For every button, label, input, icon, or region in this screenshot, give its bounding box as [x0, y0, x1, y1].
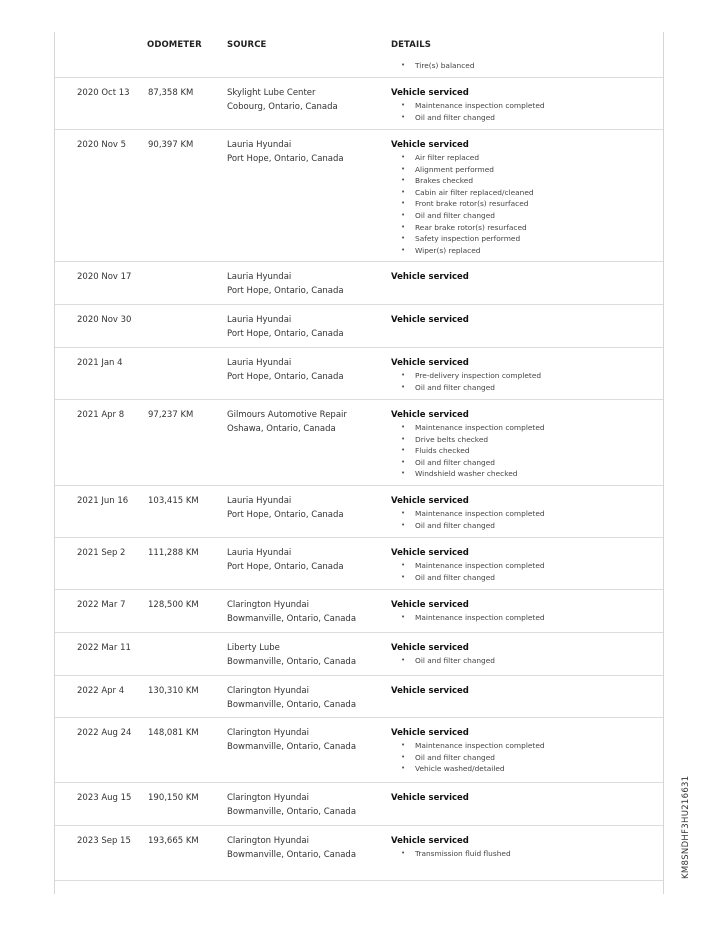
source-location: Bowmanville, Ontario, Canada: [227, 807, 357, 817]
source-location: Port Hope, Ontario, Canada: [227, 329, 344, 339]
service-date: 2023 Sep 15: [77, 836, 131, 846]
table-row: [55, 485, 663, 538]
detail-list: [391, 100, 659, 123]
detail-item: • Drive belts checked: [391, 434, 659, 446]
service-date: 2022 Mar 11: [77, 643, 131, 653]
source-name: Lauria Hyundai: [227, 496, 292, 506]
detail-item: • Cabin air filter replaced/cleaned: [391, 187, 659, 199]
detail-list: [391, 655, 659, 667]
source-name: Lauria Hyundai: [227, 140, 292, 150]
service-details: [391, 641, 659, 667]
source-name: Clarington Hyundai: [227, 793, 309, 803]
odometer-value: 87,358 KM: [148, 88, 194, 98]
vin-label: KM8SNDHF3HU216631: [681, 775, 691, 879]
odometer-value: 97,237 KM: [148, 410, 194, 420]
odometer-value: 190,150 KM: [148, 793, 199, 803]
source-name: Clarington Hyundai: [227, 600, 309, 610]
service-history-table: [54, 32, 664, 894]
service-details: [391, 356, 659, 393]
detail-title: Vehicle serviced: [391, 548, 469, 558]
source-location: Bowmanville, Ontario, Canada: [227, 742, 357, 752]
carryover-details: [391, 60, 659, 72]
service-date: 2021 Jan 4: [77, 358, 123, 368]
service-source: [227, 834, 387, 862]
odometer-value: 111,288 KM: [148, 548, 199, 558]
table-row: [55, 347, 663, 400]
service-source: [227, 641, 387, 669]
source-location: Bowmanville, Ontario, Canada: [227, 850, 357, 860]
source-name: Lauria Hyundai: [227, 548, 292, 558]
service-source: [227, 270, 387, 298]
service-source: [227, 726, 387, 754]
detail-item: • Oil and filter changed: [391, 655, 659, 667]
service-date: 2020 Nov 17: [77, 272, 132, 282]
table-row: [55, 537, 663, 590]
service-details: [391, 313, 659, 327]
detail-item: • Maintenance inspection completed: [391, 612, 659, 624]
service-details: [391, 494, 659, 531]
source-column-header: SOURCE: [227, 40, 267, 50]
table-row: [55, 782, 663, 826]
table-header: [55, 32, 663, 60]
service-details: [391, 546, 659, 583]
service-details: [391, 138, 659, 256]
table-row: [55, 399, 663, 486]
source-name: Lauria Hyundai: [227, 272, 292, 282]
service-date: 2021 Jun 16: [77, 496, 129, 506]
detail-item: • Air filter replaced: [391, 152, 659, 164]
service-source: [227, 313, 387, 341]
table-row: [55, 129, 663, 262]
service-source: [227, 356, 387, 384]
odometer-value: 90,397 KM: [148, 140, 194, 150]
service-details: [391, 86, 659, 123]
detail-item: • Maintenance inspection completed: [391, 100, 659, 112]
source-name: Gilmours Automotive Repair: [227, 410, 347, 420]
odometer-value: 128,500 KM: [148, 600, 199, 610]
source-location: Port Hope, Ontario, Canada: [227, 510, 344, 520]
detail-title: Vehicle serviced: [391, 410, 469, 420]
service-date: 2020 Oct 13: [77, 88, 130, 98]
odometer-value: 103,415 KM: [148, 496, 199, 506]
odometer-value: 130,310 KM: [148, 686, 199, 696]
detail-item: • Safety inspection performed: [391, 233, 659, 245]
detail-list: [391, 152, 659, 256]
source-name: Skylight Lube Center: [227, 88, 316, 98]
service-date: 2022 Apr 4: [77, 686, 125, 696]
source-location: Oshawa, Ontario, Canada: [227, 424, 336, 434]
detail-item: • Windshield washer checked: [391, 468, 659, 480]
odometer-value: 193,665 KM: [148, 836, 199, 846]
source-location: Port Hope, Ontario, Canada: [227, 372, 344, 382]
service-date: 2021 Sep 2: [77, 548, 126, 558]
service-date: 2023 Aug 15: [77, 793, 132, 803]
source-location: Port Hope, Ontario, Canada: [227, 562, 344, 572]
source-location: Bowmanville, Ontario, Canada: [227, 700, 357, 710]
service-details: [391, 684, 659, 698]
detail-item: • Oil and filter changed: [391, 210, 659, 222]
detail-item: • Maintenance inspection completed: [391, 508, 659, 520]
source-location: Port Hope, Ontario, Canada: [227, 154, 344, 164]
detail-item: • Maintenance inspection completed: [391, 740, 659, 752]
table-row: [55, 261, 663, 305]
source-location: Port Hope, Ontario, Canada: [227, 286, 344, 296]
service-details: [391, 726, 659, 775]
detail-item: • Alignment performed: [391, 164, 659, 176]
detail-title: Vehicle serviced: [391, 315, 469, 325]
detail-list: [391, 508, 659, 531]
service-details: [391, 270, 659, 284]
detail-item: • Maintenance inspection completed: [391, 560, 659, 572]
source-name: Liberty Lube: [227, 643, 280, 653]
detail-title: Vehicle serviced: [391, 686, 469, 696]
service-source: [227, 546, 387, 574]
detail-title: Vehicle serviced: [391, 793, 469, 803]
table-row: [55, 77, 663, 130]
source-name: Clarington Hyundai: [227, 686, 309, 696]
detail-list: [391, 422, 659, 480]
detail-list: [391, 560, 659, 583]
table-row: [55, 589, 663, 633]
detail-list: [391, 370, 659, 393]
detail-item: • Oil and filter changed: [391, 520, 659, 532]
detail-title: Vehicle serviced: [391, 600, 469, 610]
detail-list: [391, 848, 659, 860]
detail-item: • Transmission fluid flushed: [391, 848, 659, 860]
service-source: [227, 598, 387, 626]
service-date: 2022 Aug 24: [77, 728, 132, 738]
service-date: 2022 Mar 7: [77, 600, 126, 610]
detail-list: [391, 740, 659, 775]
table-row: [55, 632, 663, 676]
detail-item: • Oil and filter changed: [391, 382, 659, 394]
detail-item: • Oil and filter changed: [391, 112, 659, 124]
odometer-value: 148,081 KM: [148, 728, 199, 738]
service-source: [227, 138, 387, 166]
details-column-header: DETAILS: [391, 40, 431, 50]
detail-item: • Fluids checked: [391, 445, 659, 457]
detail-title: Vehicle serviced: [391, 358, 469, 368]
service-date: 2021 Apr 8: [77, 410, 125, 420]
carryover-row: [55, 60, 663, 77]
detail-item: • Pre-delivery inspection completed: [391, 370, 659, 382]
service-source: [227, 494, 387, 522]
source-name: Lauria Hyundai: [227, 315, 292, 325]
detail-item: • Oil and filter changed: [391, 457, 659, 469]
service-date: 2020 Nov 5: [77, 140, 127, 150]
detail-item: • Vehicle washed/detailed: [391, 763, 659, 775]
table-row: [55, 304, 663, 348]
table-row: [55, 717, 663, 783]
detail-item: • Tire(s) balanced: [391, 60, 659, 72]
detail-title: Vehicle serviced: [391, 88, 469, 98]
service-source: [227, 791, 387, 819]
detail-title: Vehicle serviced: [391, 496, 469, 506]
detail-item: • Oil and filter changed: [391, 752, 659, 764]
source-location: Bowmanville, Ontario, Canada: [227, 614, 357, 624]
source-name: Clarington Hyundai: [227, 836, 309, 846]
detail-title: Vehicle serviced: [391, 643, 469, 653]
detail-list: [391, 612, 659, 624]
service-source: [227, 86, 387, 114]
detail-item: • Maintenance inspection completed: [391, 422, 659, 434]
table-row: [55, 675, 663, 718]
detail-title: Vehicle serviced: [391, 728, 469, 738]
table-row: [55, 825, 663, 881]
detail-item: • Oil and filter changed: [391, 572, 659, 584]
detail-title: Vehicle serviced: [391, 140, 469, 150]
source-location: Bowmanville, Ontario, Canada: [227, 657, 357, 667]
service-source: [227, 684, 387, 712]
source-name: Lauria Hyundai: [227, 358, 292, 368]
service-details: [391, 791, 659, 805]
service-source: [227, 408, 387, 436]
service-details: [391, 598, 659, 624]
service-details: [391, 408, 659, 480]
service-details: [391, 834, 659, 860]
odometer-column-header: ODOMETER: [147, 40, 202, 50]
source-location: Cobourg, Ontario, Canada: [227, 102, 338, 112]
detail-item: • Brakes checked: [391, 175, 659, 187]
service-date: 2020 Nov 30: [77, 315, 132, 325]
detail-item: • Front brake rotor(s) resurfaced: [391, 198, 659, 210]
source-name: Clarington Hyundai: [227, 728, 309, 738]
detail-item: • Rear brake rotor(s) resurfaced: [391, 222, 659, 234]
detail-item: • Wiper(s) replaced: [391, 245, 659, 257]
table-bottom-divider: [55, 880, 663, 881]
detail-title: Vehicle serviced: [391, 272, 469, 282]
detail-title: Vehicle serviced: [391, 836, 469, 846]
